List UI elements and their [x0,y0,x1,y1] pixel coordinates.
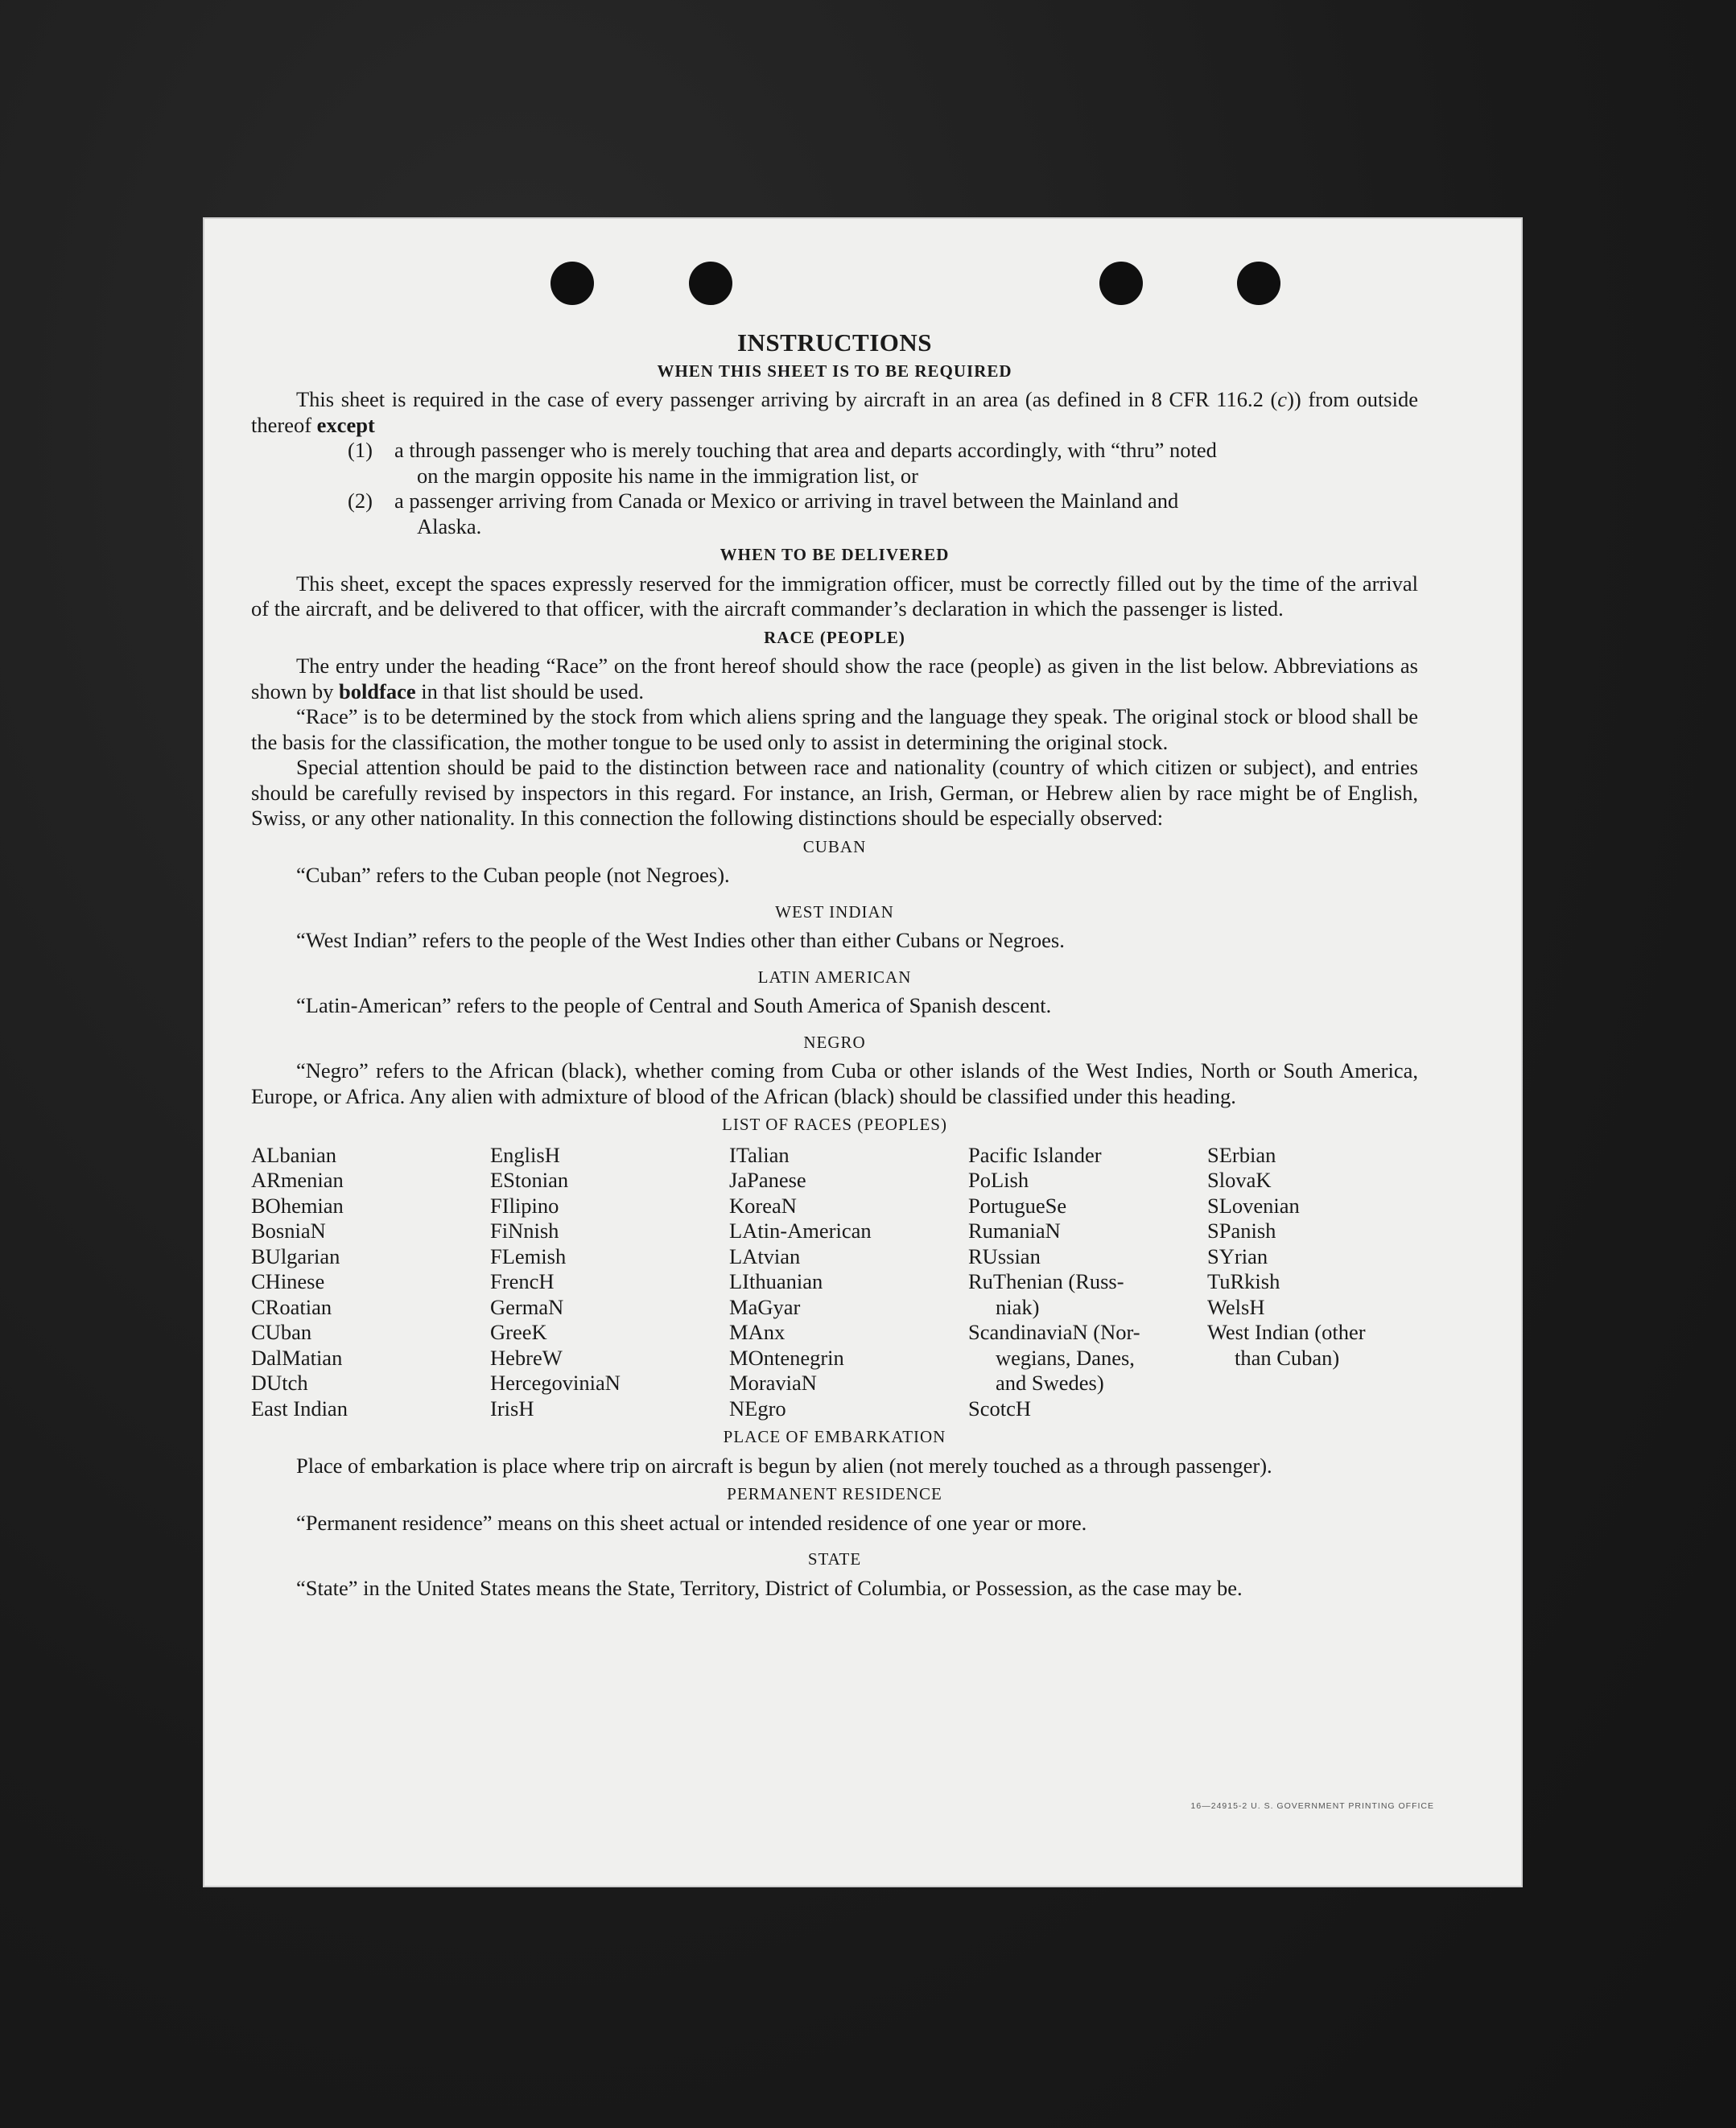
race-item: SErbian [1207,1142,1276,1167]
cuban-text: “Cuban” refers to the Cuban people (not Negroes). [296,863,730,887]
race-item: WelsH [1207,1294,1265,1319]
instruction-sheet [203,217,1523,1887]
race-item: IrisH [490,1396,534,1421]
race-item: MAnx [729,1320,786,1344]
race-p1-after: in that list should be used. [415,678,645,703]
state-text: “State” in the United States means the State, Territory, District of Columbia, or Possession, as the case may be. [296,1575,1243,1600]
race-item-continuation: wegians, Danes, [996,1345,1135,1370]
race-paragraph-1 [251,654,1418,704]
negro-text: “Negro” refers to the African (black), whether coming from Cuba or other islands of the West Indies, North or South America, Europe, or Africa. Any alien with admixture of blood of the African (black) should be classified under this heading. [251,1058,1418,1108]
race-paragraph-3: Special attention should be paid to the distinction between race and nationality (country of which citizen or subject), and entries should be carefully revised by inspectors in this regard. For instance, an Irish, German, or Hebrew alien by race might be of English, Swiss, or any other nationality. In this connection the following distinctions should be especially observed: [251,755,1418,830]
race-item: West Indian (other [1207,1320,1366,1344]
race-paragraph-2: “Race” is to be determined by the stock from which aliens spring and the language they speak. The original stock or blood shall be the basis for the classification, the mother tongue to be used only to assist in determining the original stock. [251,704,1418,754]
race-item: ALbanian [251,1142,336,1167]
race-item [1207,1346,1418,1371]
printing-office-code: 16—24915-2 U. S. GOVERNMENT PRINTING OFFICE [1190,1801,1434,1811]
exception-item-2 [251,489,1418,539]
race-item: FrencH [490,1269,555,1293]
race-item: GreeK [490,1320,547,1344]
heading-required: WHEN THIS SHEET IS TO BE REQUIRED [657,361,1012,381]
race-item: MOntenegrin [729,1345,844,1370]
race-item: EStonian [490,1168,569,1192]
race-item: HercegoviniaN [490,1371,621,1395]
race-item: FiNnish [490,1219,559,1243]
heading-state: STATE [807,1549,862,1569]
heading-list-of-races: LIST OF RACES (PEOPLES) [722,1115,947,1134]
heading-residence: PERMANENT RESIDENCE [727,1484,942,1503]
race-item: TuRkish [1207,1269,1280,1293]
punch-hole [1237,262,1280,305]
race-item-continuation: than Cuban) [1235,1345,1340,1370]
races-column-2 [490,1143,729,1422]
race-item: ITalian [729,1142,790,1167]
race-item: SlovaK [1207,1168,1272,1192]
exception-number: (1) [348,438,373,462]
race-item: CHinese [251,1269,325,1293]
delivered-text: This sheet, except the spaces expressly reserved for the immigration officer, must be correctly filled out by the time of the arrival of the aircraft, and be delivered to that officer, with the aircraft commander’s declaration in which the passenger is listed. [251,571,1418,621]
races-column-1 [251,1143,490,1422]
sheet-content [251,330,1418,1601]
race-item: HebreW [490,1345,563,1370]
heading-negro: NEGRO [803,1032,866,1052]
punch-hole [689,262,732,305]
race-item-continuation: and Swedes) [996,1371,1104,1395]
race-item: ScotcH [968,1396,1032,1421]
race-item [968,1371,1207,1396]
exception-line: Alaska. [417,513,482,538]
residence-text: “Permanent residence” means on this sheet actual or intended residence of one year or more. [296,1510,1087,1535]
exception-number: (2) [348,489,373,513]
races-column-3 [729,1143,968,1422]
exception-line: a through passenger who is merely touching that area and departs accordingly, with “thru” noted [394,438,1217,462]
latin-american-text: “Latin-American” refers to the people of Central and South America of Spanish descent. [296,993,1052,1017]
heading-embarkation: PLACE OF EMBARKATION [723,1427,946,1446]
race-item: DUtch [251,1371,308,1395]
race-item: LAtvian [729,1243,801,1268]
race-item: JaPanese [729,1168,806,1192]
races-list [251,1143,1418,1422]
exception-text [394,489,1418,539]
races-column-5 [1207,1143,1418,1422]
race-p1-bold: boldface [338,678,416,703]
race-item: PoLish [968,1168,1029,1192]
race-item: FLemish [490,1243,567,1268]
heading-delivered: WHEN TO BE DELIVERED [720,545,950,564]
embarkation-text: Place of embarkation is place where trip on aircraft is begun by alien (not merely touched as a through passenger). [296,1453,1272,1478]
race-item: NEgro [729,1396,786,1421]
required-intro-text: This sheet is required in the case of every passenger arriving by aircraft in an area (as defined in 8 CFR 116.2 ( [296,387,1278,411]
page-title: INSTRUCTIONS [736,328,932,357]
race-item-continuation: niak) [996,1294,1040,1319]
race-item: SYrian [1207,1243,1268,1268]
exception-text [394,438,1418,489]
west-indian-text: “West Indian” refers to the people of the West Indies other than either Cubans or Negroes. [296,928,1065,952]
heading-latin-american: LATIN AMERICAN [757,967,912,987]
exception-line: a passenger arriving from Canada or Mexico or arriving in travel between the Mainland and [394,489,1179,513]
required-intro-after: )) from outside thereof [251,387,1418,437]
required-intro [251,387,1418,438]
race-item: ARmenian [251,1168,344,1192]
race-item: MaGyar [729,1294,801,1319]
race-item: RuThenian (Russ- [968,1269,1124,1293]
race-item: BOhemian [251,1193,344,1218]
races-column-4 [968,1143,1207,1422]
race-item: BUlgarian [251,1243,340,1268]
race-item: RumaniaN [968,1219,1061,1243]
required-intro-bold: except [316,412,375,437]
heading-cuban: CUBAN [802,836,867,856]
race-item [968,1295,1207,1321]
race-item: ScandinaviaN (Nor- [968,1320,1140,1344]
race-item: EnglisH [490,1142,560,1167]
race-item: MoraviaN [729,1371,817,1395]
required-intro-italic: c [1277,387,1288,411]
race-item: LIthuanian [729,1269,823,1293]
race-item: PortugueSe [968,1193,1067,1218]
race-item: BosniaN [251,1219,326,1243]
race-item: Pacific Islander [968,1142,1102,1167]
race-item: East Indian [251,1396,348,1421]
race-p1-text: The entry under the heading “Race” on the front hereof should show the race (people) as given in the list below. Abbreviations as shown by [251,654,1418,703]
race-item: CUban [251,1320,312,1344]
race-item: SLovenian [1207,1193,1300,1218]
race-item: DalMatian [251,1345,343,1370]
punch-hole [1099,262,1143,305]
race-item [968,1346,1207,1371]
exception-line: on the margin opposite his name in the immigration list, or [417,463,918,488]
race-item: GermaN [490,1294,564,1319]
race-item: SPanish [1207,1219,1276,1243]
race-item: CRoatian [251,1294,332,1319]
punch-hole [550,262,594,305]
heading-west-indian: WEST INDIAN [775,901,894,922]
race-item: FIlipino [490,1193,559,1218]
race-item: LAtin-American [729,1219,872,1243]
heading-race: RACE (PEOPLE) [764,627,905,647]
race-item: RUssian [968,1243,1041,1268]
exception-item-1 [251,438,1418,489]
race-item: KoreaN [729,1193,797,1218]
